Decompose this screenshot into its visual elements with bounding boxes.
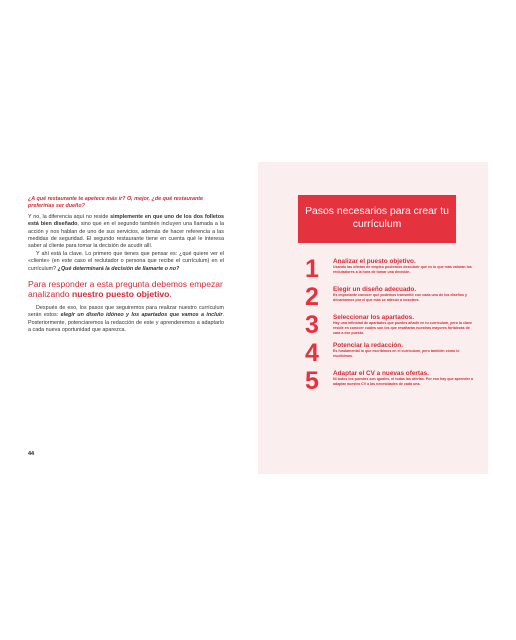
paragraph-steps	[28, 305, 224, 335]
left-page	[28, 162, 258, 474]
step-item	[305, 311, 475, 342]
bold-italic-run: ¿Qué determinará la decisión de llamarte o no?	[57, 265, 180, 272]
pull-quote	[28, 279, 224, 299]
step-text	[333, 342, 475, 359]
step-title: Adaptar el CV a nuevas ofertas.	[333, 370, 429, 377]
book-spread	[28, 162, 488, 474]
steps-banner: Pasos necesarios para crear tu currículum	[298, 195, 456, 243]
step-title: Potenciar la redacción.	[333, 342, 403, 349]
step-description: Es fundamental lo que escribimos en el currículum, pero también cómo lo escribimos.	[333, 349, 460, 359]
step-number: 2	[305, 283, 319, 311]
steps-list	[305, 255, 475, 398]
step-title: Analizar el puesto objetivo.	[333, 258, 416, 265]
right-page	[258, 162, 488, 474]
step-title: Seleccionar los apartados.	[333, 314, 414, 321]
step-item	[305, 367, 475, 398]
left-page-content	[28, 196, 224, 335]
text-run: Y no, la diferencia aquí no reside	[28, 213, 111, 220]
step-number: 4	[305, 339, 319, 367]
bold-run: simplemente en que uno de los dos folletos está bien diseñado	[28, 213, 224, 228]
step-item	[305, 283, 475, 314]
question-heading: ¿A qué restaurante te apetece más ir? O, mejor, ¿de qué restaurante preferirías ser dueño?	[28, 196, 204, 210]
step-text	[333, 258, 475, 275]
step-description: Hay una infinidad de apartados que puedes añadir en tu currículum, pero la clave reside en conocer cuáles son los que resaltarán nuestras mayores fortalezas de cara a ese puesto.	[333, 321, 472, 336]
paragraph-key	[28, 251, 224, 273]
step-item	[305, 255, 475, 286]
text-run: , sino que en el segundo también incluyen una llamada a la acción y nos hablan de uno de sus servicios, además de hacer referencia a las medidas de seguridad. El segundo restaurante tiene en cuenta qué le interesa saber al cliente para tomar la decisión de acudir allí.	[28, 221, 224, 250]
step-number: 5	[305, 367, 319, 395]
step-text	[333, 314, 475, 336]
step-item	[305, 339, 475, 370]
step-description: Ni todos los puestos son iguales, ni todas las ofertas. Por eso hay que aprender a adaptar nuestro CV a las necesidades de cada una.	[333, 377, 473, 387]
step-description: Es importante conocer qué podemos transmitir con cada uno de los diseños y decantarnos por el que más se adecúe a nosotros.	[333, 293, 467, 303]
step-number: 1	[305, 255, 319, 283]
step-text	[333, 286, 475, 303]
step-number: 3	[305, 311, 319, 339]
text-run: Y ahí está la clave. Lo primero que tienes que pensar es: ¿qué quiere ver el «cliente» (en este caso el reclutador o persona que recibe el currículum) en el currículum?	[28, 250, 224, 272]
text-run: Para responder a esta pregunta debemos empezar analizando	[28, 279, 223, 300]
step-description: Usando las ofertas de empleo podremos descubrir qué es lo que más valoran los reclutadores a la hora de tomar una decisión.	[333, 265, 472, 275]
step-title: Elegir un diseño adecuado.	[333, 286, 417, 293]
step-text	[333, 370, 475, 387]
bold-italic-run: elegir un diseño idóneo y los apartados que vamos a incluir	[60, 312, 223, 319]
text-run: .	[169, 289, 172, 300]
paragraph-difference	[28, 214, 224, 251]
text-run: . Posteriormente, potenciaremos la redacción de este y aprenderemos a adaptarlo a cada nueva oportunidad que aparezca.	[28, 312, 224, 334]
bold-run: nuestro puesto objetivo	[71, 289, 170, 300]
text-run: Después de eso, los pasos que seguiremos para realizar nuestro currículum serán estos:	[28, 305, 224, 319]
page-number: 44	[28, 451, 35, 457]
